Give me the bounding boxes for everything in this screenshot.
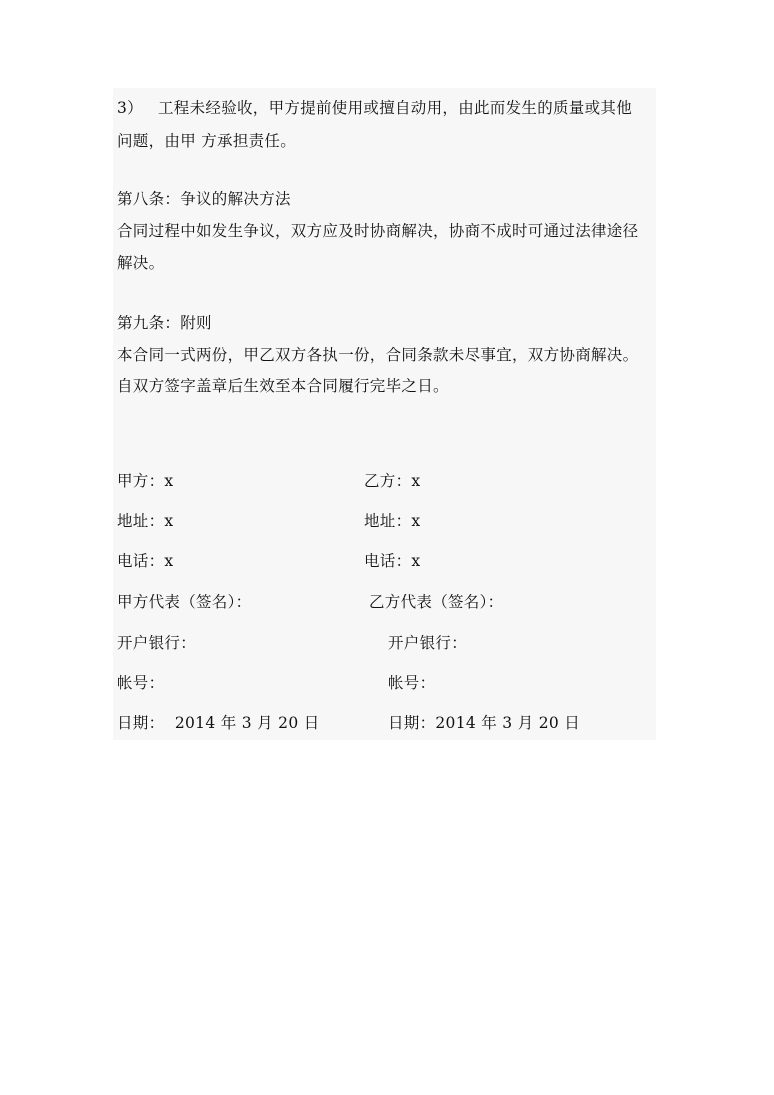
clause-3-number: 3） <box>117 99 143 117</box>
article-8-line-2: 解决。 <box>117 254 165 272</box>
party-b-representative: 乙方代表（签名）： <box>369 593 504 611</box>
party-a-representative: 甲方代表（签名）： <box>117 593 252 611</box>
clause-3-line-1: 工程未经验收，甲方提前使用或擅自动用，由此而发生的质量或其他 <box>158 99 633 117</box>
party-b-date: 日期：2014 年 3 月 20 日 <box>388 714 581 732</box>
article-9-line-2: 自双方签字盖章后生效至本合同履行完毕之日。 <box>117 377 449 395</box>
article-9-line-1: 本合同一式两份，甲乙双方各执一份，合同条款未尽事宜，双方协商解决。 <box>117 346 639 364</box>
party-b-phone: 电话：x <box>364 552 421 570</box>
party-b-bank: 开户银行： <box>388 634 468 652</box>
party-a-bank: 开户银行： <box>117 634 197 652</box>
party-a-account: 帐号： <box>117 674 165 692</box>
party-a-name: 甲方：x <box>117 472 174 490</box>
party-a-phone: 电话：x <box>117 552 174 570</box>
clause-3-line-2: 问题，由甲 方承担责任。 <box>117 132 297 150</box>
party-b-account: 帐号： <box>388 674 436 692</box>
party-a-address: 地址：x <box>117 512 174 530</box>
party-a-date: 日期： 2014 年 3 月 20 日 <box>117 714 320 732</box>
party-b-address: 地址：x <box>364 512 421 530</box>
article-8-title: 第八条：争议的解决方法 <box>117 190 291 208</box>
article-8-line-1: 合同过程中如发生争议，双方应及时协商解决，协商不成时可通过法律途径 <box>117 222 639 240</box>
party-b-name: 乙方：x <box>364 472 421 490</box>
article-9-title: 第九条：附则 <box>117 314 212 332</box>
